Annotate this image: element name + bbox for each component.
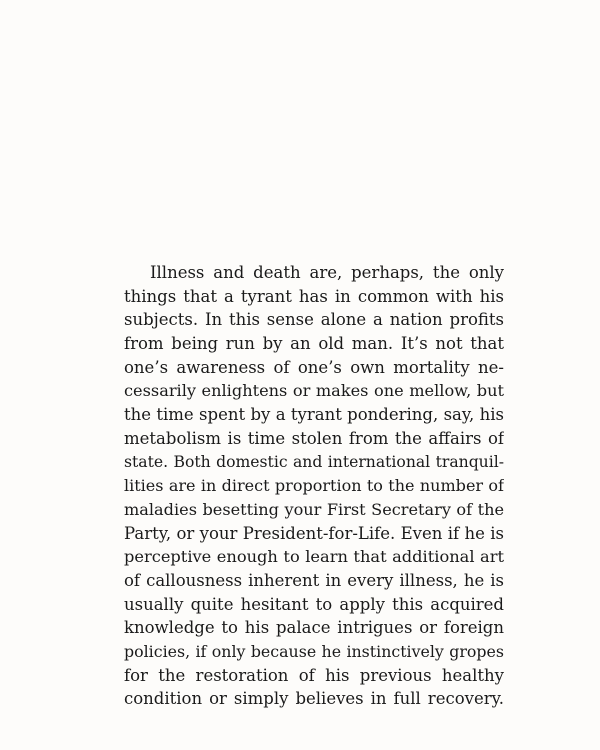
text-line: of callousness inherent in every illness, he is (124, 570, 504, 590)
text-line: cessarily enlightens or makes one mellow, but (124, 381, 504, 401)
text-line: things that a tyrant has in common with his (124, 286, 504, 306)
text-line: maladies besetting your First Secretary of the (124, 499, 504, 519)
text-line: state. Both domestic and international tranquil- (124, 452, 504, 471)
body-paragraph (124, 261, 504, 711)
text-line: for the restoration of his previous healthy (124, 665, 504, 685)
text-line: usually quite hesitant to apply this acquired (124, 594, 504, 614)
text-line: policies, if only because he instinctively gropes (124, 642, 504, 661)
text-line: from being run by an old man. It’s not that (124, 334, 504, 354)
text-line: perceptive enough to learn that additional art (124, 547, 504, 567)
text-line: knowledge to his palace intrigues or foreign (124, 618, 504, 638)
text-line: one’s awareness of one’s own mortality ne- (124, 357, 504, 377)
text-line: metabolism is time stolen from the affairs of (124, 428, 504, 448)
text-line: Party, or your President-for-Life. Even if he is (124, 523, 504, 543)
text-line: lities are in direct proportion to the number of (124, 476, 504, 496)
text-line: subjects. In this sense alone a nation profits (124, 310, 504, 330)
text-line: condition or simply believes in full recovery. (124, 689, 504, 709)
text-line: the time spent by a tyrant pondering, say, his (124, 405, 504, 425)
text-line: Illness and death are, perhaps, the only (150, 263, 504, 282)
